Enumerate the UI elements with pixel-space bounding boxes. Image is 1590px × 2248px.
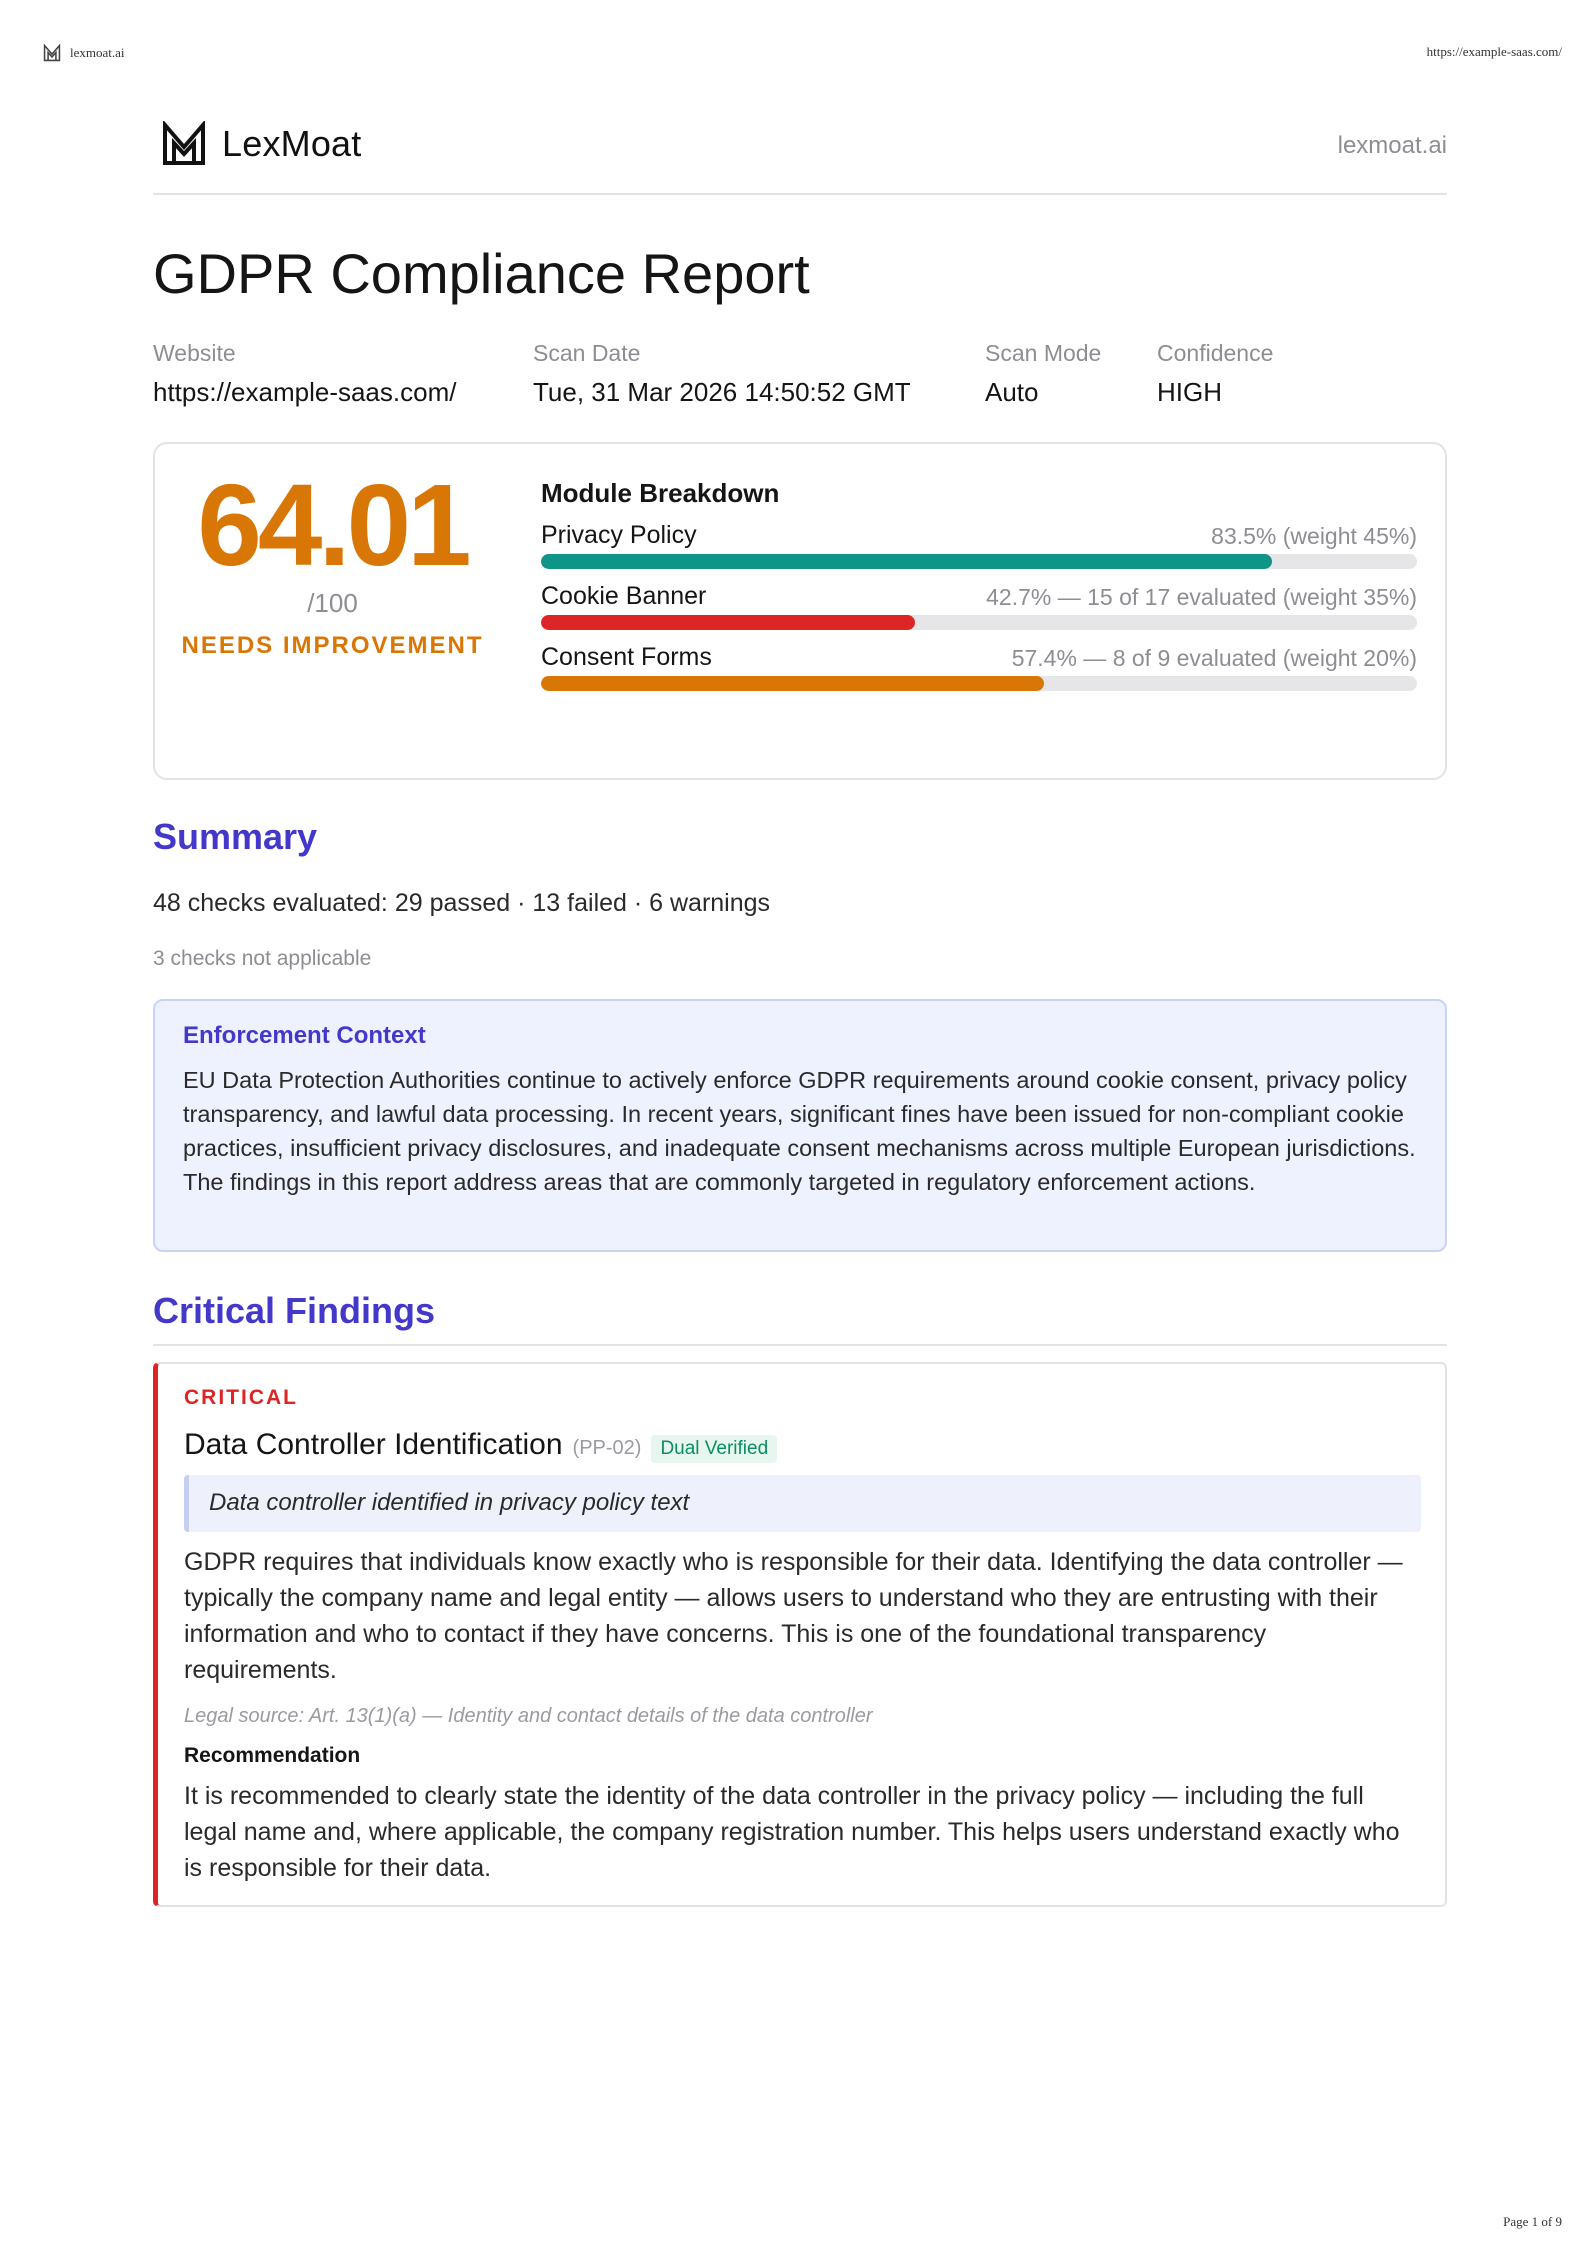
finding-description: GDPR requires that individuals know exactly who is responsible for their data. Identifying the data controller — typically the company name and legal entity — allows users to understand who they are entrusting with their information and who to contact if they have concerns. This is one of the foundational transparency requirements. — [184, 1548, 1403, 1684]
module-name: Privacy Policy — [541, 521, 697, 549]
finding-evidence: Data controller identified in privacy policy text — [184, 1475, 1421, 1532]
recommendation-title: Recommendation — [184, 1744, 361, 1767]
lexmoat-m-icon — [42, 44, 62, 62]
print-header-url: https://example-saas.com/ — [1426, 44, 1562, 59]
meta-label: Scan Mode — [985, 340, 1102, 366]
summary-checks: 48 checks evaluated: 29 passed · 13 failed · 6 warnings — [153, 889, 771, 917]
module-progress-track — [541, 615, 1417, 630]
severity-label: CRITICAL — [184, 1386, 298, 1409]
report-meta — [153, 338, 1447, 418]
module-breakdown — [541, 478, 1417, 691]
print-header-left — [42, 44, 125, 62]
meta-value: HIGH — [1157, 377, 1222, 407]
lexmoat-m-icon — [162, 121, 206, 167]
module-progress-fill — [541, 615, 915, 630]
meta-confidence — [1157, 338, 1273, 412]
meta-label: Confidence — [1157, 340, 1274, 366]
brand-domain: lexmoat.ai — [1337, 132, 1447, 159]
print-header-site: lexmoat.ai — [70, 45, 125, 60]
brand-header — [153, 115, 1447, 195]
enforcement-title: Enforcement Context — [183, 1022, 426, 1049]
verification-badge: Dual Verified — [651, 1435, 777, 1463]
recommendation-text: It is recommended to clearly state the identity of the data controller in the privacy policy — including the full legal name and, where applicable, the company registration number. This helps users understand exactly who is responsible for their data. — [184, 1782, 1400, 1882]
meta-scan-mode — [985, 338, 1101, 412]
module-progress-track — [541, 676, 1417, 691]
legal-source: Legal source: Art. 13(1)(a) — Identity and contact details of the data controller — [184, 1705, 873, 1727]
enforcement-context-box — [153, 999, 1447, 1252]
meta-label: Website — [153, 340, 236, 366]
page-number: Page 1 of 9 — [1503, 2214, 1562, 2229]
summary-heading: Summary — [153, 816, 318, 857]
score-max: /100 — [307, 588, 358, 618]
finding-code: (PP-02) — [572, 1437, 642, 1459]
module-progress-fill — [541, 554, 1272, 569]
module-privacy-policy — [541, 520, 1417, 569]
score-grade: NEEDS IMPROVEMENT — [181, 632, 484, 659]
meta-value: Tue, 31 Mar 2026 14:50:52 GMT — [533, 377, 911, 407]
module-name: Cookie Banner — [541, 582, 707, 610]
meta-label: Scan Date — [533, 340, 641, 366]
module-stat: 42.7% — 15 of 17 evaluated (weight 35%) — [986, 584, 1417, 610]
meta-value: https://example-saas.com/ — [153, 377, 457, 407]
meta-website — [153, 338, 456, 412]
score-card — [153, 442, 1447, 780]
print-header — [42, 44, 1562, 66]
critical-findings-heading: Critical Findings — [153, 1290, 1447, 1346]
brand — [162, 121, 361, 167]
meta-scan-date — [533, 338, 911, 412]
score-value: 64.01 — [197, 460, 468, 590]
module-stat: 57.4% — 8 of 9 evaluated (weight 20%) — [1011, 645, 1417, 671]
module-consent-forms — [541, 642, 1417, 691]
module-progress-fill — [541, 676, 1044, 691]
overall-score — [155, 460, 510, 660]
module-cookie-banner — [541, 581, 1417, 630]
finding-header — [184, 1428, 1421, 1463]
report-page — [153, 115, 1447, 1907]
module-breakdown-title: Module Breakdown — [541, 478, 780, 508]
enforcement-text: EU Data Protection Authorities continue to actively enforce GDPR requirements around cookie consent, privacy policy transparency, and lawful data processing. In recent years, significant fines have been issued for non-compliant cookie practices, insufficient privacy disclosures, and inadequate consent mechanisms across multiple European jurisdictions. The findings in this report address areas that are commonly targeted in regulatory enforcement actions. — [183, 1067, 1416, 1195]
report-title: GDPR Compliance Report — [153, 242, 810, 305]
brand-name: LexMoat — [222, 123, 362, 164]
module-name: Consent Forms — [541, 643, 712, 671]
module-stat: 83.5% (weight 45%) — [1211, 523, 1417, 549]
meta-value: Auto — [985, 377, 1039, 407]
summary-not-applicable: 3 checks not applicable — [153, 947, 372, 970]
module-progress-track — [541, 554, 1417, 569]
finding-card — [153, 1362, 1447, 1907]
finding-name: Data Controller Identification — [184, 1428, 563, 1461]
